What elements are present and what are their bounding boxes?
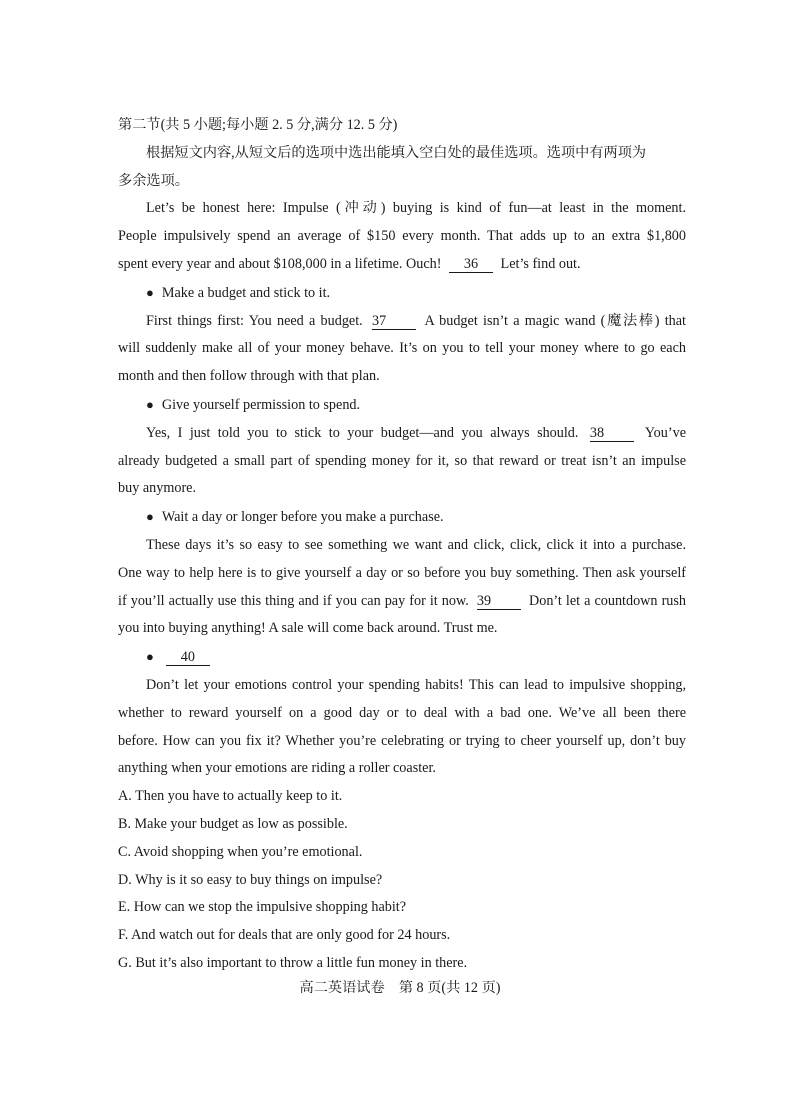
p2-line-1-text: First things first: You need a budget. <box>146 312 363 329</box>
option-a: A. Then you have to actually keep to it. <box>118 788 343 805</box>
heading-3 <box>118 503 686 532</box>
heading-1 <box>118 279 686 308</box>
p5-line-4: anything when your emotions are riding a roller coaster. <box>118 760 436 777</box>
p2-line-2: will suddenly make all of your money behave. It’s on you to tell your money where to go each <box>118 340 686 357</box>
bullet-icon: ● <box>146 649 154 665</box>
p4-line-3 <box>118 588 686 616</box>
p2-line-1 <box>118 308 686 336</box>
option-c: C. Avoid shopping when you’re emotional. <box>118 843 363 860</box>
p4-line-3-text: if you’ll actually use this thing and if you can pay for it now. <box>118 592 469 609</box>
option-e: E. How can we stop the impulsive shopping habit? <box>118 899 407 916</box>
p4-line-3-after: Don’t let a countdown rush <box>528 592 687 609</box>
bullet-icon: ● <box>146 284 154 300</box>
option-f: F. And watch out for deals that are only good for 24 hours. <box>118 927 451 944</box>
option-g: G. But it’s also important to throw a little fun money in there. <box>118 954 468 971</box>
p4-line-4: you into buying anything! A sale will come back around. Trust me. <box>118 620 498 637</box>
exam-page <box>118 112 686 978</box>
p3-line-2: already budgeted a small part of spending money for it, so that reward or treat isn’t an impulse <box>118 452 686 469</box>
blank-36[interactable]: 36 <box>449 256 493 273</box>
p5-line-2: whether to reward yourself on a good day or to deal with a bad one. We’ve all been there <box>118 704 686 721</box>
p3-line-1 <box>118 420 686 448</box>
p4-line-1: These days it’s so easy to see something we want and click, click, click it into a purchase. <box>146 536 686 553</box>
instructions-line-1: 根据短文内容,从短文后的选项中选出能填入空白处的最佳选项。选项中有两项为 <box>146 144 647 161</box>
option-d: D. Why is it so easy to buy things on impulse? <box>118 871 383 888</box>
p5-line-3: before. How can you fix it? Whether you’re celebrating or trying to cheer yourself up, don’t buy <box>118 732 686 749</box>
p4-line-2: One way to help here is to give yourself a day or so before you buy something. Then ask yourself <box>118 564 686 581</box>
p1-line-3-after: Let’s find out. <box>500 255 581 272</box>
section-header: 第二节(共 5 小题;每小题 2. 5 分,满分 12. 5 分) <box>118 117 398 133</box>
p1-line-2: People impulsively spend an average of $150 every month. That adds up to an extra $1,800 <box>118 228 686 245</box>
blank-40[interactable]: 40 <box>166 649 210 666</box>
p1-line-1: Let’s be honest here: Impulse (冲动) buying is kind of fun—at least in the moment. <box>146 200 686 217</box>
blank-39[interactable]: 39 <box>477 593 521 610</box>
heading-3-text: Wait a day or longer before you make a purchase. <box>161 509 444 526</box>
heading-2-text: Give yourself permission to spend. <box>161 396 361 413</box>
bullet-icon: ● <box>146 396 154 412</box>
p5-line-1: Don’t let your emotions control your spending habits! This can lead to impulsive shopping, <box>146 676 686 693</box>
heading-2 <box>118 391 686 420</box>
p3-line-1-text: Yes, I just told you to stick to your budget—and you always should. <box>146 424 579 441</box>
p3-line-3: buy anymore. <box>118 480 197 497</box>
p3-line-1-after: You’ve <box>644 424 686 441</box>
instructions-line-2: 多余选项。 <box>118 172 189 189</box>
page-footer: 高二英语试卷 第 8 页(共 12 页) <box>299 980 501 996</box>
option-b: B. Make your budget as low as possible. <box>118 815 348 832</box>
heading-1-text: Make a budget and stick to it. <box>161 284 331 301</box>
blank-37[interactable]: 37 <box>372 313 416 330</box>
p1-line-3 <box>118 251 686 279</box>
bullet-icon: ● <box>146 509 154 525</box>
blank-38[interactable]: 38 <box>590 425 634 442</box>
p1-line-3-text: spent every year and about $108,000 in a lifetime. Ouch! <box>118 255 442 272</box>
heading-4 <box>118 643 686 672</box>
p2-line-1-after: A budget isn’t a magic wand (魔法棒) that <box>424 312 686 329</box>
p2-line-3: month and then follow through with that plan. <box>118 368 380 385</box>
